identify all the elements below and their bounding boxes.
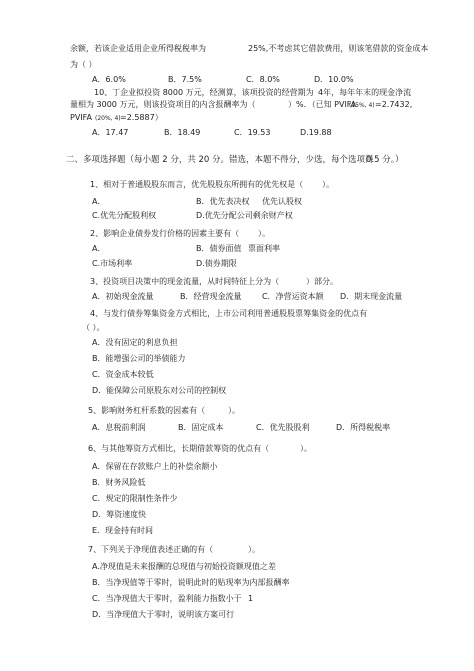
q4-option-b: B．能增强公司的举债能力 [92, 354, 186, 363]
q6-option-e: E．现金持有时间 [92, 526, 154, 535]
q10-option-b: B．18.49 [164, 128, 201, 137]
q2-option-a: A． [92, 244, 106, 253]
q10-line1-tail: 4年，每年年末的现金净流 [318, 88, 412, 97]
q10-line3-tail: =2.5887） [120, 113, 163, 122]
q9-line1-tail: 25%,不考虑其它借款费用，则该笔借款的资金成本 [248, 44, 429, 53]
q4-text: 4、与发行债券筹集资金方式相比，上市公司利用普通股股票筹集资金的优点有 [90, 309, 368, 318]
q3-option-c: C．净营运资本额 [262, 292, 324, 301]
q7-option-c: C．当净现值大于零时，盈利能力指数小于 [92, 594, 242, 603]
section-heading: 二、多项选择题（每小题 2 分，共 20 分。错选，本题不得分，少选，每个选项得 [66, 155, 374, 165]
q10-line3-sub: (20%, 4) [95, 115, 121, 122]
q5-option-c: C．优先股股利 [256, 423, 310, 432]
q9-option-b: B．7.5% [168, 75, 202, 84]
q4-option-a: A．没有固定的利息负担 [92, 338, 178, 347]
q6-text: 6、与其他筹资方式相比，长期借款筹资的优点有（ [88, 444, 270, 453]
q6-option-a: A．保留在存款账户上的补偿余额小 [92, 462, 218, 471]
q6-option-b: B．财务风险低 [92, 478, 146, 487]
q7-close: ）。 [248, 545, 260, 554]
q6-option-d: D．筹资速度快 [92, 510, 147, 519]
q3-option-a: A．初始现金流量 [92, 292, 154, 301]
q10-line2-tail: =2.7432, [375, 100, 413, 109]
q5-option-d: D．所得税税率 [336, 423, 391, 432]
q5-text: 5、影响财务杠杆系数的因素有（ [88, 406, 206, 415]
q2-option-c: C.市场利率 [92, 259, 133, 268]
q1-option-a: A． [92, 197, 106, 206]
q7-option-c-tail: 1 [248, 594, 254, 603]
q3-text: 3、投资项目决策中的现金流量，从时间特征上分为（ [90, 277, 280, 286]
q1-option-c: C.优先分配股利权 [92, 211, 157, 220]
q5-close: ）。 [228, 406, 240, 415]
q2-option-b: B．债券面值 [196, 244, 242, 253]
q2-text: 2、影响企业债券发行价格的因素主要有（ [90, 229, 240, 238]
q2-option-b2: 票面利率 [248, 244, 280, 253]
q1-option-d: D.优先分配公司剩余财产权 [196, 211, 293, 220]
q9-option-c: C．8.0% [246, 75, 280, 84]
q7-text: 7、下列关于净现值表述正确的有（ [88, 545, 214, 554]
q1-text: 1、相对于普通股股东而言，优先股股东所拥有的优先权是（ [90, 180, 304, 189]
q3-option-d: D．期末现金流量 [340, 292, 403, 301]
q7-option-d: D．当净现值大于零时，说明该方案可行 [92, 610, 235, 619]
q2-close: ）。 [258, 229, 270, 238]
q5-option-b: B．固定成本 [178, 423, 224, 432]
q7-option-b: B．当净现值等于零时，说明此时的贴现率为内部报酬率 [92, 578, 290, 587]
q7-option-a: A.净现值是未来报酬的总现值与初始投资额现值之差 [92, 562, 276, 571]
q6-close: ）。 [300, 444, 312, 453]
q10-line2: 量相为 3000 万元，则该投资项目的内含报酬率为（ [70, 100, 256, 109]
q2-option-d: D.债券期限 [196, 259, 237, 268]
q4-close: （ ）。 [82, 323, 105, 332]
q10-option-c: C．19.53 [234, 128, 271, 137]
q1-option-b2: 优先认股权 [262, 197, 302, 206]
q3-close: ）部分。 [306, 277, 338, 286]
q4-option-c: C．资金成本较低 [92, 370, 154, 379]
q1-option-b: B．优先表决权 [196, 197, 250, 206]
q3-option-b: B．经营现金流量 [180, 292, 242, 301]
q9-option-a: A．6.0% [92, 75, 126, 84]
q9-option-d: D．10.0% [314, 75, 354, 84]
q10-option-a: A．17.47 [92, 128, 129, 137]
q9-line1: 余额，若该企业适用企业所得税税率为 [70, 44, 206, 53]
q10-line1: 10、丁企业拟投资 8000 万元，经测算，该项投资的经营期为 [94, 88, 314, 97]
q10-line2-sub: (15%, 4) [349, 102, 375, 109]
section-heading-tail: 0.5 分。） [366, 155, 404, 165]
q5-option-a: A．息税前利润 [92, 423, 146, 432]
q1-close: ）。 [322, 180, 334, 189]
q6-option-c: C．规定的限制性条件少 [92, 494, 178, 503]
q10-line3: PVIFA [70, 113, 92, 122]
q4-option-d: D．能保障公司原股东对公司的控制权 [92, 386, 227, 395]
q10-option-d: D.19.88 [300, 128, 332, 137]
q10-line2-mid: ）%．（已知 PVIFA [288, 100, 357, 109]
q9-line2: 为（ ） [70, 60, 97, 69]
